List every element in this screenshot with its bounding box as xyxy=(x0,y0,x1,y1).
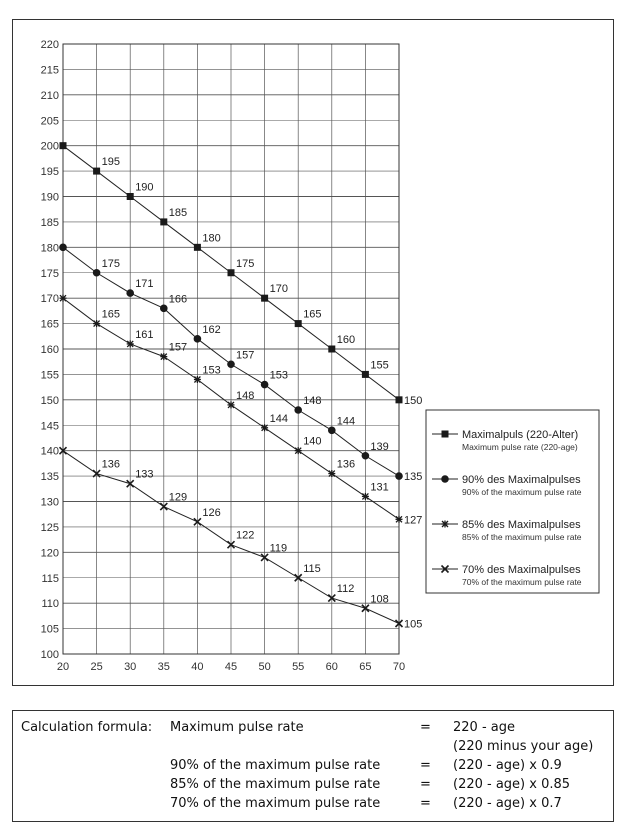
y-tick-label: 105 xyxy=(40,623,59,636)
data-point xyxy=(362,452,370,460)
grid-lines xyxy=(63,44,399,654)
y-tick-label: 210 xyxy=(40,89,59,102)
y-tick-label: 180 xyxy=(40,242,59,255)
y-tick-label: 175 xyxy=(40,267,59,280)
data-label: 136 xyxy=(101,458,120,471)
data-point xyxy=(194,335,202,343)
x-tick-label: 60 xyxy=(325,661,338,673)
data-label: 180 xyxy=(202,232,221,245)
y-tick-label: 220 xyxy=(40,39,59,51)
y-tick-label: 110 xyxy=(41,598,59,611)
data-label: 185 xyxy=(168,206,188,219)
y-tick-label: 135 xyxy=(40,471,59,484)
data-point xyxy=(396,396,403,403)
x-tick-label: 35 xyxy=(157,661,170,673)
data-label: 153 xyxy=(269,369,288,382)
data-label: 160 xyxy=(336,334,356,346)
y-tick-label: 130 xyxy=(40,496,59,509)
data-point xyxy=(59,244,67,252)
legend-marker xyxy=(442,521,449,528)
legend-label: Maximalpuls (220-Alter) xyxy=(462,429,579,441)
formula-eq-85: = xyxy=(420,777,431,792)
data-label: 144 xyxy=(336,415,356,428)
series-0 xyxy=(60,142,423,407)
data-point xyxy=(93,269,101,277)
data-point xyxy=(395,472,403,480)
x-tick-labels xyxy=(57,661,405,673)
formula-expr-90: (220 - age) x 0.9 xyxy=(453,758,562,773)
formula-eq-90: = xyxy=(420,758,431,773)
y-tick-label: 100 xyxy=(40,649,59,661)
data-point xyxy=(227,360,235,368)
data-label: 126 xyxy=(202,506,221,519)
y-tick-label: 165 xyxy=(40,318,59,331)
data-label: 175 xyxy=(236,257,255,270)
data-point xyxy=(126,289,134,297)
data-label: 162 xyxy=(202,323,221,336)
formula-label-70: 70% of the maximum pulse rate xyxy=(170,796,381,811)
y-tick-label: 170 xyxy=(40,293,59,306)
data-point xyxy=(194,244,201,251)
y-tick-label: 215 xyxy=(40,64,59,77)
data-label: 175 xyxy=(101,257,120,270)
data-label: 119 xyxy=(269,542,288,555)
data-label: 155 xyxy=(370,359,389,372)
data-label: 139 xyxy=(370,440,389,453)
data-label: 108 xyxy=(370,593,389,606)
series-1 xyxy=(59,244,422,484)
y-tick-label: 115 xyxy=(41,572,59,585)
formula-eq-max: = xyxy=(420,720,431,735)
data-point xyxy=(328,346,335,353)
formula-expr-70: (220 - age) x 0.7 xyxy=(453,796,562,811)
x-tick-label: 40 xyxy=(191,661,204,673)
y-tick-label: 155 xyxy=(40,369,59,382)
data-point xyxy=(295,447,302,454)
data-point xyxy=(362,493,369,500)
formula-label-85: 85% of the maximum pulse rate xyxy=(170,777,381,792)
data-label: 161 xyxy=(135,328,154,341)
data-point xyxy=(228,269,235,276)
data-label: 140 xyxy=(303,435,322,448)
data-point xyxy=(127,193,134,200)
data-label: 166 xyxy=(168,293,188,306)
data-point xyxy=(396,516,403,523)
data-point xyxy=(60,142,67,149)
x-tick-label: 50 xyxy=(258,661,271,673)
y-tick-label: 205 xyxy=(40,115,59,128)
data-point xyxy=(160,305,168,313)
legend-marker xyxy=(442,431,449,438)
x-tick-label: 20 xyxy=(56,661,70,673)
data-label: 135 xyxy=(404,471,423,484)
y-tick-label: 145 xyxy=(40,420,59,433)
data-label: 144 xyxy=(269,412,288,425)
legend-sublabel: 90% of the maximum pulse rate xyxy=(462,487,582,497)
y-tick-label: 160 xyxy=(40,344,59,356)
data-point xyxy=(328,427,336,435)
data-label: 165 xyxy=(101,308,120,321)
x-tick-label: 45 xyxy=(224,661,238,673)
data-label: 150 xyxy=(404,394,423,407)
data-point xyxy=(328,470,335,477)
data-label: 133 xyxy=(135,468,154,481)
y-tick-labels xyxy=(41,39,59,661)
data-point xyxy=(228,401,235,408)
legend-marker xyxy=(441,475,449,483)
y-tick-label: 200 xyxy=(40,140,59,153)
data-point xyxy=(60,295,67,302)
x-tick-label: 25 xyxy=(90,661,103,673)
data-label: 190 xyxy=(135,181,154,194)
x-tick-label: 55 xyxy=(292,661,305,673)
data-point xyxy=(295,320,302,327)
y-tick-label: 190 xyxy=(40,191,59,204)
data-label: 112 xyxy=(336,583,355,596)
y-tick-label: 150 xyxy=(40,394,59,407)
legend-sublabel: 85% of the maximum pulse rate xyxy=(462,532,582,542)
data-label: 131 xyxy=(370,481,389,494)
legend xyxy=(426,410,599,593)
data-point xyxy=(261,424,268,431)
data-label: 157 xyxy=(236,349,255,362)
data-label: 148 xyxy=(303,395,322,407)
y-tick-label: 125 xyxy=(40,521,59,534)
legend-label: 70% des Maximalpulses xyxy=(462,564,581,576)
data-point xyxy=(261,295,268,302)
data-label: 165 xyxy=(303,308,322,321)
formula-heading: Calculation formula: xyxy=(21,720,153,735)
x-tick-label: 70 xyxy=(392,661,406,673)
formula-expr-note: (220 minus your age) xyxy=(453,739,594,754)
data-point xyxy=(261,381,269,389)
formula-label-90: 90% of the maximum pulse rate xyxy=(170,758,381,773)
y-tick-label: 185 xyxy=(40,216,59,229)
data-label: 115 xyxy=(303,562,321,575)
data-label: 105 xyxy=(404,618,423,631)
legend-sublabel: Maximum pulse rate (220-age) xyxy=(462,442,578,452)
data-point xyxy=(127,340,134,347)
data-point xyxy=(160,353,167,360)
y-tick-label: 195 xyxy=(40,166,59,179)
data-point xyxy=(160,218,167,225)
formula-box xyxy=(12,710,614,822)
data-point xyxy=(194,376,201,383)
formula-expr-max: 220 - age xyxy=(453,720,515,735)
data-label: 148 xyxy=(236,389,255,402)
y-tick-label: 140 xyxy=(40,445,59,458)
data-label: 136 xyxy=(336,458,356,471)
data-label: 157 xyxy=(168,341,188,354)
legend-label: 85% des Maximalpulses xyxy=(462,519,581,531)
y-tick-label: 120 xyxy=(40,547,59,560)
data-point xyxy=(93,320,100,327)
data-label: 122 xyxy=(236,529,255,542)
data-label: 171 xyxy=(135,278,154,291)
legend-sublabel: 70% of the maximum pulse rate xyxy=(462,577,582,587)
data-label: 127 xyxy=(404,514,423,527)
formula-label-max: Maximum pulse rate xyxy=(170,720,304,735)
formula-eq-70: = xyxy=(420,796,431,811)
formula-expr-85: (220 - age) x 0.85 xyxy=(453,777,571,792)
data-point xyxy=(294,406,302,414)
pulse-rate-chart xyxy=(12,19,614,686)
legend-label: 90% des Maximalpulses xyxy=(462,474,581,486)
data-label: 195 xyxy=(101,156,120,169)
x-tick-label: 65 xyxy=(359,661,372,673)
data-label: 153 xyxy=(202,364,221,377)
x-tick-label: 30 xyxy=(124,661,137,673)
series-2 xyxy=(60,295,423,527)
data-point xyxy=(93,168,100,175)
data-point xyxy=(362,371,369,378)
data-label: 170 xyxy=(269,283,288,296)
data-label: 129 xyxy=(168,491,188,504)
